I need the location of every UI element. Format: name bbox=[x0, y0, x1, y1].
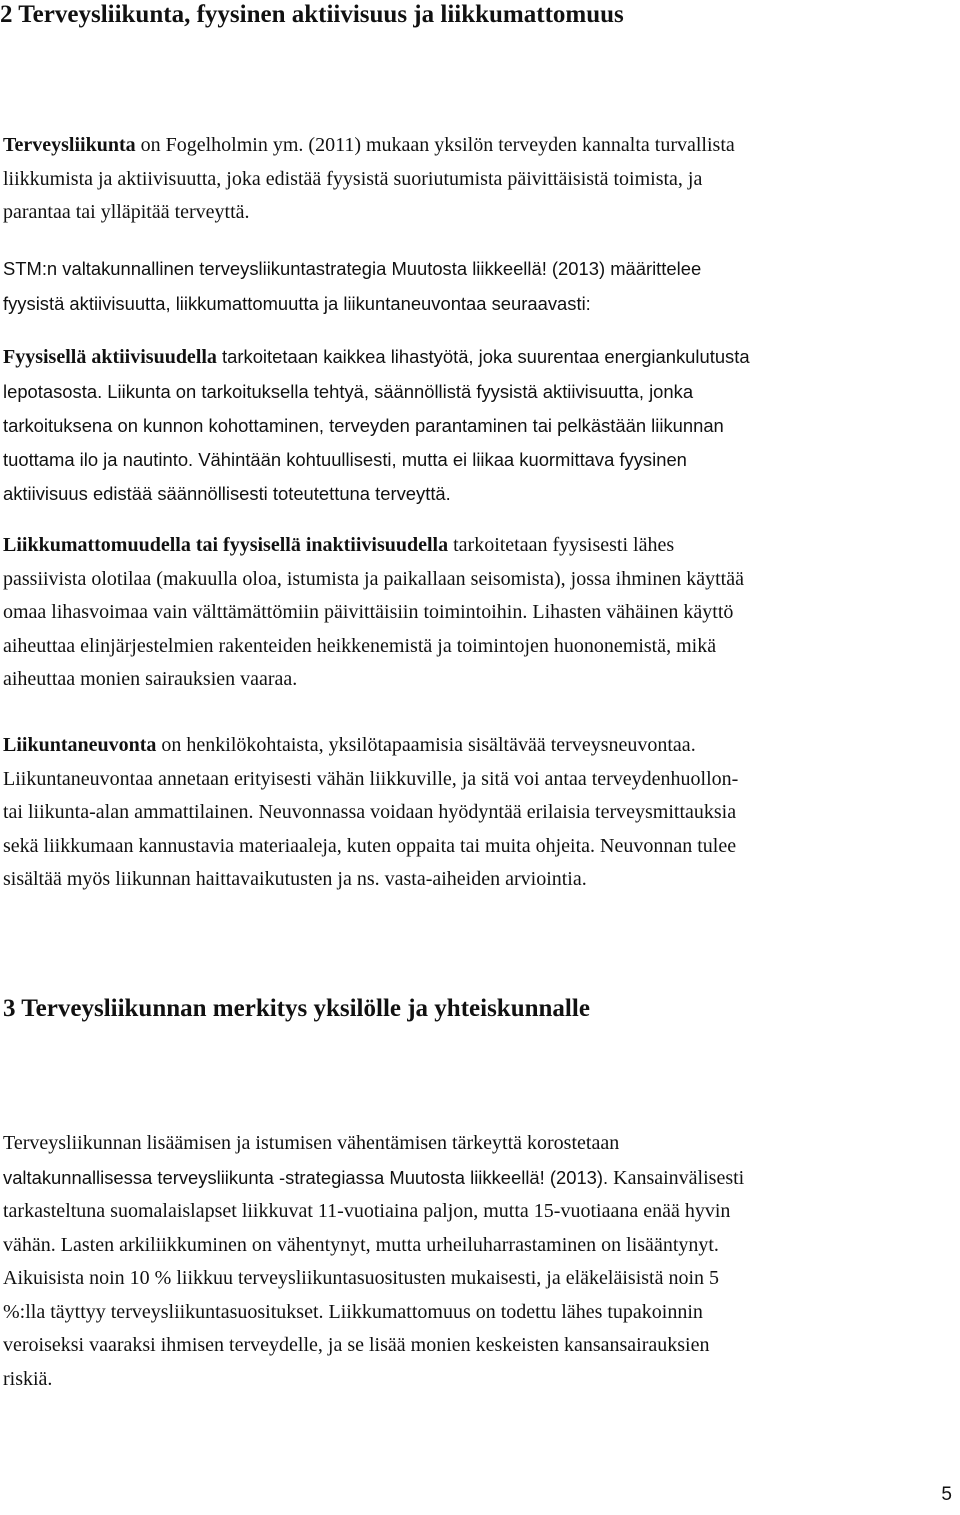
term-terveysliikunta: Terveysliikunta bbox=[3, 134, 136, 156]
term-liikkumattomuus: Liikkumattomuudella tai fyysisellä inaktiivisuudella bbox=[3, 534, 449, 556]
section-3-heading: 3 Terveysliikunnan merkitys yksilölle ja yhteiskunnalle bbox=[3, 995, 590, 1022]
paragraph-fyysinen-aktiivisuus: Fyysisellä aktiivisuudella tarkoitetaan kaikkea lihastyötä, joka suurentaa energiankulutusta lepotasosta. Liikunta on tarkoituksella tehtyä, säännöllistä fyysistä aktiivisuutta, jonka tarkoituksena on kunnon kohottaminen, terveyden parantaminen tai pelkästään liikunnan tuottama ilo ja nautinto. Vähintään kohtuullisesti, mutta ei liikaa kuormittava fyysinen aktiivisuus edistää säännöllisesti toteutettuna terveyttä. bbox=[3, 346, 750, 504]
strategy-title: STM:n valtakunnallinen terveysliikuntastrategia Muutosta liikkeellä! bbox=[3, 258, 547, 279]
paragraph-liikkumattomuus: Liikkumattomuudella tai fyysisellä inaktiivisuudella tarkoitetaan fyysisesti lähes passiivista olotilaa (makuulla oloa, istumista ja paikallaan seisomista), jossa ihminen käyttää omaa lihasvoimaa vain välttämättömiin päivittäisiin toimintoihin. Lihasten vähäinen käyttö aiheuttaa elinjärjestelmien rakenteiden heikkenemistä ja toimintojen huononemistä, mikä aiheuttaa monien sairauksien vaaraa. bbox=[3, 534, 744, 690]
strategy-reference: valtakunnallisessa terveysliikunta -strategiassa Muutosta liikkeellä! (2013). bbox=[3, 1166, 609, 1188]
paragraph-merkitys: Terveysliikunnan lisäämisen ja istumisen vähentämisen tärkeyttä korostetaan valtakunnallisessa terveysliikunta -strategiassa Muutosta liikkeellä! (2013). Kansainvälisesti tarkasteltuna suomalaislapset liikkuvat 11-vuotiaina paljon, mutta 15-vuotiaana enää hyvin vähän. Lasten arkiliikkuminen on vähentynyt, mutta urheiluharrastaminen on lisääntynyt. Aikuisista noin 10 % liikkuu terveysliikuntasuositusten mukaisesti, ja eläkeläisistä noin 5 %:lla täyttyy terveysliikuntasuositukset. Liikkumattomuus on todettu lähes tupakoinnin veroiseksi vaaraksi ihmisen terveydelle, ja se lisää monien keskeisten kansansairauksien riskiä. bbox=[3, 1132, 745, 1390]
term-liikuntaneuvonta: Liikuntaneuvonta bbox=[3, 734, 157, 756]
paragraph-liikuntaneuvonta: Liikuntaneuvonta on henkilökohtaista, yksilötapaamisia sisältävää terveysneuvontaa. Liikuntaneuvontaa annetaan erityisesti vähän liikkuville, ja sitä voi antaa terveydenhuollon- tai liikunta-alan ammattilainen. Neuvonnassa voidaan hyödyntää erilaisia terveysmittauksia sekä liikkumaan kannustavia materiaaleja, kuten oppaita tai muita ohjeita. Neuvonnan tulee sisältää myös liikunnan haittavaikutusten ja ns. vasta-aiheiden arviointia. bbox=[3, 734, 739, 890]
section-2-heading: 2 Terveysliikunta, fyysinen aktiivisuus ja liikkumattomuus bbox=[0, 1, 624, 28]
page-number: 5 bbox=[941, 1484, 952, 1505]
paragraph-stm-strategy: STM:n valtakunnallinen terveysliikuntastrategia Muutosta liikkeellä! (2013) määrittelee fyysistä aktiivisuutta, liikkumattomuutta ja liikuntaneuvontaa seuraavasti: bbox=[3, 258, 702, 314]
term-fyysinen-aktiivisuus: Fyysisellä aktiivisuudella bbox=[3, 346, 217, 368]
paragraph-terveysliikunta: Terveysliikunta on Fogelholmin ym. (2011) mukaan yksilön terveyden kannalta turvallista liikkumista ja aktiivisuutta, joka edistää fyysistä suoriutumista päivittäisistä toimista, ja parantaa tai ylläpitää terveyttä. bbox=[3, 134, 735, 223]
